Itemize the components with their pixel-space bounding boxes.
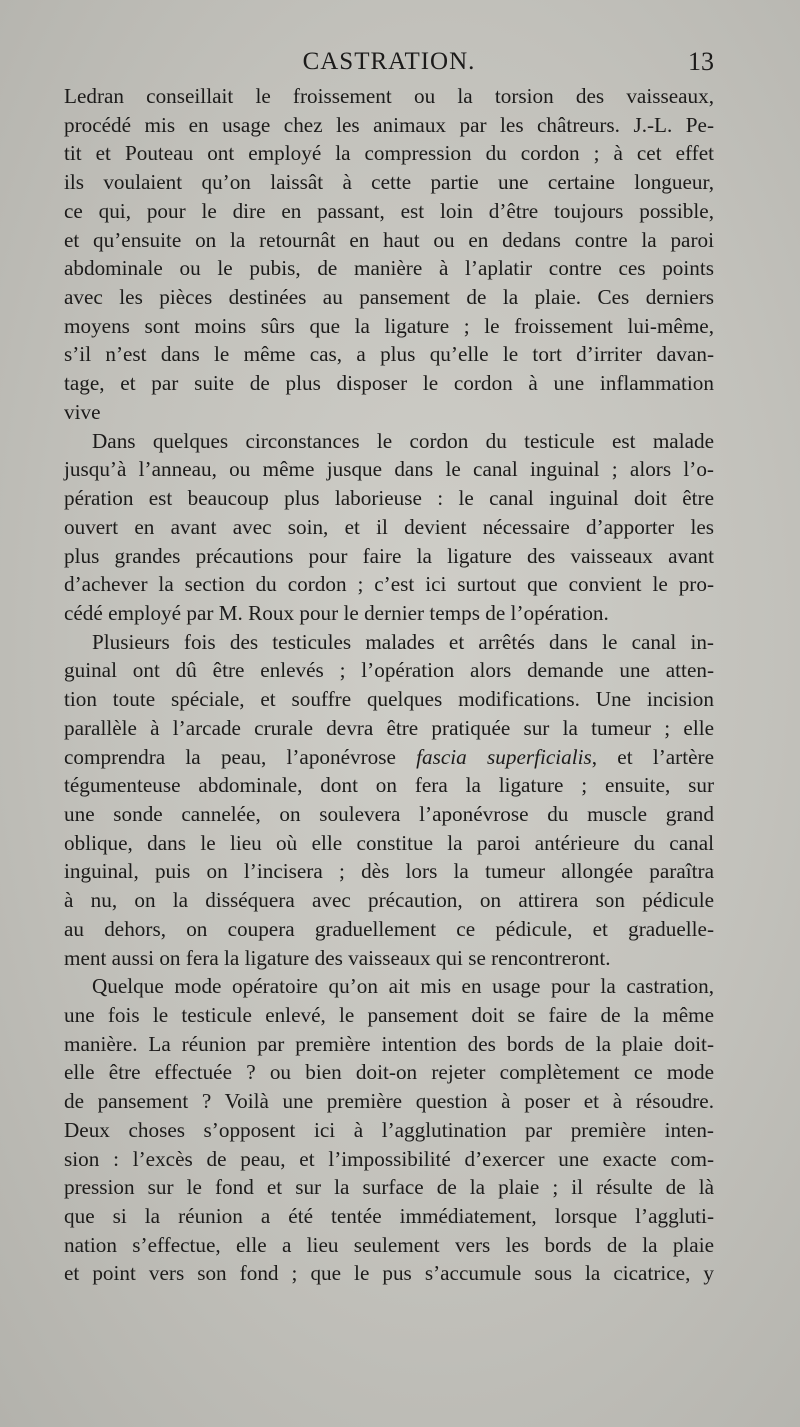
text-line: plus grandes précautions pour faire la ligature des vaisseaux avant xyxy=(64,543,714,568)
text-line: guinal ont dû être enlevés ; l’opération alors demande une atten- xyxy=(64,658,714,683)
text-line: moyens sont moins sûrs que la ligature ; le froissement lui-même, xyxy=(64,313,714,338)
text-line: pression sur le fond et sur la surface de la plaie ; il résulte de là xyxy=(64,1175,714,1200)
text-line: abdominale ou le pubis, de manière à l’aplatir contre ces points xyxy=(64,256,714,281)
text-line: Ledran conseillait le froissement ou la torsion des vaisseaux, xyxy=(64,84,714,108)
text-line: ouvert en avant avec soin, et il devient nécessaire d’apporter les xyxy=(64,514,714,539)
text-line: Quelque mode opératoire qu’on ait mis en usage pour la castration, xyxy=(92,974,714,999)
text-line: oblique, dans le lieu où elle constitue la paroi antérieure du canal xyxy=(64,830,714,855)
text-line: inguinal, puis on l’incisera ; dès lors la tumeur allongée paraîtra xyxy=(64,859,714,884)
body-text xyxy=(64,82,714,1288)
text-line: cédé employé par M. Roux pour le dernier temps de l’opération. xyxy=(64,600,609,625)
text-line: que si la réunion a été tentée immédiatement, lorsque l’aggluti- xyxy=(64,1204,714,1229)
text-line: à nu, on la disséquera avec précaution, on attirera son pédicule xyxy=(64,888,714,913)
paragraph-1 xyxy=(64,82,714,427)
paragraph-3 xyxy=(64,628,714,973)
text-line: tit et Pouteau ont employé la compression du cordon ; à cet effet xyxy=(64,141,714,166)
text-line: Plusieurs fois des testicules malades et arrêtés dans le canal in- xyxy=(92,629,714,654)
text-line: de pansement ? Voilà une première question à poser et à résoudre. xyxy=(64,1089,714,1114)
text-line: d’achever la section du cordon ; c’est ici surtout que convient le pro- xyxy=(64,572,714,597)
text-line-with-italic xyxy=(64,743,714,772)
text-fragment: , et l’artère xyxy=(591,744,714,769)
text-line: s’il n’est dans le même cas, a plus qu’elle le tort d’irriter davan- xyxy=(64,342,714,367)
text-fragment: comprendra la peau, l’aponévrose xyxy=(64,744,417,769)
text-line: procédé mis en usage chez les animaux par les châtreurs. J.-L. Pe- xyxy=(64,112,714,137)
text-line: et qu’ensuite on la retournât en haut ou en dedans contre la paroi xyxy=(64,227,714,252)
text-line: jusqu’à l’anneau, ou même jusque dans le canal inguinal ; alors l’o- xyxy=(64,457,714,482)
text-line: tage, et par suite de plus disposer le cordon à une inflammation xyxy=(64,371,714,396)
text-line: parallèle à l’arcade crurale devra être pratiquée sur la tumeur ; elle xyxy=(64,715,714,740)
paragraph-4 xyxy=(64,972,714,1288)
text-line: Deux choses s’opposent ici à l’agglutination par première inten- xyxy=(64,1117,714,1142)
text-line: vive xyxy=(64,399,101,424)
text-line: une fois le testicule enlevé, le pansement doit se faire de la même xyxy=(64,1003,714,1027)
text-line: tion toute spéciale, et souffre quelques modifications. Une incision xyxy=(64,687,714,712)
text-line: ment aussi on fera la ligature des vaisseaux qui se rencontreront. xyxy=(64,945,611,970)
italic-term: fascia superficialis xyxy=(416,744,592,769)
running-title: CASTRATION. xyxy=(302,48,476,75)
text-line: elle être effectuée ? ou bien doit-on rejeter complètement ce mode xyxy=(64,1060,714,1085)
text-line: et point vers son fond ; que le pus s’accumule sous la cicatrice, y xyxy=(64,1261,714,1286)
text-line: nation s’effectue, elle a lieu seulement vers les bords de la plaie xyxy=(64,1232,714,1257)
text-line: Dans quelques circonstances le cordon du testicule est malade xyxy=(92,428,714,453)
text-line: manière. La réunion par première intention des bords de la plaie doit- xyxy=(64,1031,714,1056)
text-line: pération est beaucoup plus laborieuse : le canal inguinal doit être xyxy=(64,486,714,511)
text-line: avec les pièces destinées au pansement de la plaie. Ces derniers xyxy=(64,285,714,310)
paragraph-2 xyxy=(64,427,714,628)
text-line: ce qui, pour le dire en passant, est loin d’être toujours possible, xyxy=(64,198,714,223)
text-line: au dehors, on coupera graduellement ce pédicule, et graduelle- xyxy=(64,916,714,941)
text-line: une sonde cannelée, on soulevera l’aponévrose du muscle grand xyxy=(64,801,714,826)
page-header xyxy=(64,42,714,82)
text-line: sion : l’excès de peau, et l’impossibilité d’exercer une exacte com- xyxy=(64,1146,714,1171)
text-line: tégumenteuse abdominale, dont on fera la ligature ; ensuite, sur xyxy=(64,773,714,798)
text-line: ils voulaient qu’on laissât à cette partie une certaine longueur, xyxy=(64,170,714,195)
page-number: 13 xyxy=(688,47,714,76)
